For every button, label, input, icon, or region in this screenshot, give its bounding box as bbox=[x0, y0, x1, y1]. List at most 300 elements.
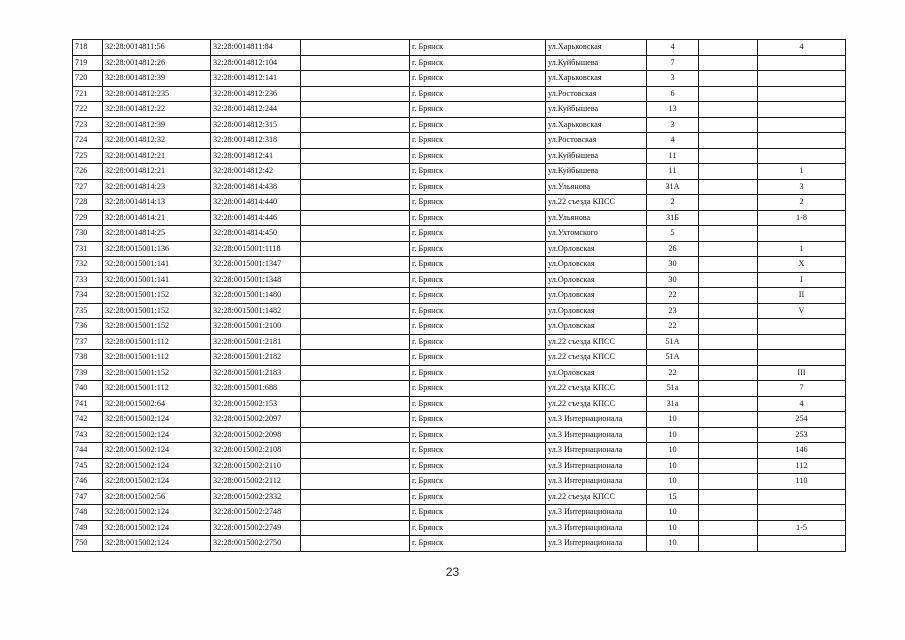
city-cell: г. Брянск bbox=[410, 148, 546, 164]
object-cadastral-number-cell: 32:28:0014812:41 bbox=[211, 148, 301, 164]
row-number-cell: 729 bbox=[73, 210, 103, 226]
city-cell: г. Брянск bbox=[410, 117, 546, 133]
street-cell: ул.22 съезда КПСС bbox=[546, 396, 647, 412]
object-cadastral-number-cell: 32:28:0015002:153 bbox=[211, 396, 301, 412]
street-cell: ул.3 Интернационала bbox=[546, 474, 647, 490]
register-table bbox=[72, 39, 846, 552]
table-row bbox=[73, 381, 846, 397]
empty-cell bbox=[301, 303, 410, 319]
empty-cell bbox=[699, 86, 758, 102]
cadastral-number-cell: 32:28:0015002:124 bbox=[103, 458, 211, 474]
object-cadastral-number-cell: 32:28:0015002:2748 bbox=[211, 505, 301, 521]
object-cadastral-number-cell: 32:28:0015001:688 bbox=[211, 381, 301, 397]
street-cell: ул.Ростовская bbox=[546, 133, 647, 149]
object-cadastral-number-cell: 32:28:0015002:2332 bbox=[211, 489, 301, 505]
cadastral-number-cell: 32:28:0015002:124 bbox=[103, 474, 211, 490]
object-cadastral-number-cell: 32:28:0015002:2110 bbox=[211, 458, 301, 474]
table-row bbox=[73, 365, 846, 381]
city-cell: г. Брянск bbox=[410, 179, 546, 195]
cadastral-number-cell: 32:28:0014812:21 bbox=[103, 164, 211, 180]
apartment-number-cell: 253 bbox=[758, 427, 846, 443]
table-row bbox=[73, 272, 846, 288]
cadastral-number-cell: 32:28:0015001:141 bbox=[103, 257, 211, 273]
apartment-number-cell: III bbox=[758, 365, 846, 381]
city-cell: г. Брянск bbox=[410, 489, 546, 505]
street-cell: ул.3 Интернационала bbox=[546, 427, 647, 443]
city-cell: г. Брянск bbox=[410, 71, 546, 87]
city-cell: г. Брянск bbox=[410, 443, 546, 459]
city-cell: г. Брянск bbox=[410, 474, 546, 490]
row-number-cell: 739 bbox=[73, 365, 103, 381]
object-cadastral-number-cell: 32:28:0015001:1480 bbox=[211, 288, 301, 304]
house-number-cell: 2 bbox=[647, 195, 699, 211]
row-number-cell: 735 bbox=[73, 303, 103, 319]
cadastral-number-cell: 32:28:0015001:152 bbox=[103, 303, 211, 319]
empty-cell bbox=[699, 102, 758, 118]
street-cell: ул.Орловская bbox=[546, 288, 647, 304]
apartment-number-cell bbox=[758, 55, 846, 71]
empty-cell bbox=[699, 288, 758, 304]
table-row bbox=[73, 148, 846, 164]
empty-cell bbox=[301, 396, 410, 412]
house-number-cell: 15 bbox=[647, 489, 699, 505]
row-number-cell: 749 bbox=[73, 520, 103, 536]
house-number-cell: 10 bbox=[647, 458, 699, 474]
object-cadastral-number-cell: 32:28:0014812:244 bbox=[211, 102, 301, 118]
street-cell: ул.Куйбышева bbox=[546, 102, 647, 118]
cadastral-number-cell: 32:28:0015001:112 bbox=[103, 334, 211, 350]
empty-cell bbox=[301, 272, 410, 288]
table-row bbox=[73, 520, 846, 536]
object-cadastral-number-cell: 32:28:0014812:315 bbox=[211, 117, 301, 133]
street-cell: ул.Ростовская bbox=[546, 86, 647, 102]
house-number-cell: 26 bbox=[647, 241, 699, 257]
apartment-number-cell bbox=[758, 334, 846, 350]
street-cell: ул.Орловская bbox=[546, 241, 647, 257]
apartment-number-cell: V bbox=[758, 303, 846, 319]
city-cell: г. Брянск bbox=[410, 55, 546, 71]
row-number-cell: 724 bbox=[73, 133, 103, 149]
empty-cell bbox=[301, 179, 410, 195]
row-number-cell: 727 bbox=[73, 179, 103, 195]
empty-cell bbox=[301, 412, 410, 428]
empty-cell bbox=[301, 40, 410, 56]
apartment-number-cell bbox=[758, 226, 846, 242]
city-cell: г. Брянск bbox=[410, 210, 546, 226]
apartment-number-cell: 4 bbox=[758, 40, 846, 56]
object-cadastral-number-cell: 32:28:0014814:440 bbox=[211, 195, 301, 211]
empty-cell bbox=[699, 241, 758, 257]
table-row bbox=[73, 412, 846, 428]
apartment-number-cell bbox=[758, 505, 846, 521]
empty-cell bbox=[301, 55, 410, 71]
apartment-number-cell: X bbox=[758, 257, 846, 273]
row-number-cell: 726 bbox=[73, 164, 103, 180]
page-number: 23 bbox=[445, 565, 460, 579]
street-cell: ул.Ухтомского bbox=[546, 226, 647, 242]
house-number-cell: 10 bbox=[647, 474, 699, 490]
street-cell: ул.3 Интернационала bbox=[546, 520, 647, 536]
street-cell: ул.22 съезда КПСС bbox=[546, 381, 647, 397]
apartment-number-cell bbox=[758, 319, 846, 335]
city-cell: г. Брянск bbox=[410, 319, 546, 335]
row-number-cell: 748 bbox=[73, 505, 103, 521]
table-row bbox=[73, 303, 846, 319]
city-cell: г. Брянск bbox=[410, 396, 546, 412]
row-number-cell: 745 bbox=[73, 458, 103, 474]
row-number-cell: 725 bbox=[73, 148, 103, 164]
empty-cell bbox=[301, 381, 410, 397]
cadastral-number-cell: 32:28:0015002:124 bbox=[103, 412, 211, 428]
empty-cell bbox=[301, 443, 410, 459]
house-number-cell: 31А bbox=[647, 179, 699, 195]
empty-cell bbox=[699, 257, 758, 273]
apartment-number-cell: 112 bbox=[758, 458, 846, 474]
cadastral-number-cell: 32:28:0015002:124 bbox=[103, 536, 211, 552]
empty-cell bbox=[699, 40, 758, 56]
city-cell: г. Брянск bbox=[410, 505, 546, 521]
table-row bbox=[73, 257, 846, 273]
object-cadastral-number-cell: 32:28:0014812:236 bbox=[211, 86, 301, 102]
apartment-number-cell bbox=[758, 536, 846, 552]
empty-cell bbox=[699, 133, 758, 149]
apartment-number-cell bbox=[758, 86, 846, 102]
empty-cell bbox=[301, 71, 410, 87]
house-number-cell: 3 bbox=[647, 71, 699, 87]
empty-cell bbox=[301, 288, 410, 304]
row-number-cell: 732 bbox=[73, 257, 103, 273]
row-number-cell: 737 bbox=[73, 334, 103, 350]
city-cell: г. Брянск bbox=[410, 365, 546, 381]
object-cadastral-number-cell: 32:28:0014814:446 bbox=[211, 210, 301, 226]
empty-cell bbox=[301, 334, 410, 350]
empty-cell bbox=[301, 117, 410, 133]
empty-cell bbox=[699, 520, 758, 536]
object-cadastral-number-cell: 32:28:0014811:84 bbox=[211, 40, 301, 56]
empty-cell bbox=[301, 474, 410, 490]
table-row bbox=[73, 164, 846, 180]
object-cadastral-number-cell: 32:28:0015001:2182 bbox=[211, 350, 301, 366]
row-number-cell: 741 bbox=[73, 396, 103, 412]
street-cell: ул.3 Интернационала bbox=[546, 505, 647, 521]
empty-cell bbox=[301, 133, 410, 149]
street-cell: ул.Орловская bbox=[546, 272, 647, 288]
empty-cell bbox=[699, 148, 758, 164]
table-row bbox=[73, 179, 846, 195]
empty-cell bbox=[699, 303, 758, 319]
row-number-cell: 736 bbox=[73, 319, 103, 335]
street-cell: ул.3 Интернационала bbox=[546, 412, 647, 428]
table-row bbox=[73, 427, 846, 443]
table-row bbox=[73, 117, 846, 133]
apartment-number-cell: 7 bbox=[758, 381, 846, 397]
object-cadastral-number-cell: 32:28:0015002:2098 bbox=[211, 427, 301, 443]
house-number-cell: 10 bbox=[647, 412, 699, 428]
cadastral-number-cell: 32:28:0015002:124 bbox=[103, 443, 211, 459]
row-number-cell: 730 bbox=[73, 226, 103, 242]
object-cadastral-number-cell: 32:28:0015002:2750 bbox=[211, 536, 301, 552]
cadastral-number-cell: 32:28:0014812:235 bbox=[103, 86, 211, 102]
cadastral-number-cell: 32:28:0014812:32 bbox=[103, 133, 211, 149]
street-cell: ул.Харьковская bbox=[546, 71, 647, 87]
empty-cell bbox=[699, 55, 758, 71]
cadastral-number-cell: 32:28:0015001:152 bbox=[103, 288, 211, 304]
row-number-cell: 734 bbox=[73, 288, 103, 304]
table-row bbox=[73, 40, 846, 56]
street-cell: ул.Орловская bbox=[546, 365, 647, 381]
apartment-number-cell bbox=[758, 117, 846, 133]
cadastral-number-cell: 32:28:0015001:152 bbox=[103, 365, 211, 381]
city-cell: г. Брянск bbox=[410, 427, 546, 443]
city-cell: г. Брянск bbox=[410, 257, 546, 273]
empty-cell bbox=[699, 319, 758, 335]
house-number-cell: 10 bbox=[647, 443, 699, 459]
row-number-cell: 731 bbox=[73, 241, 103, 257]
city-cell: г. Брянск bbox=[410, 241, 546, 257]
house-number-cell: 23 bbox=[647, 303, 699, 319]
apartment-number-cell bbox=[758, 148, 846, 164]
object-cadastral-number-cell: 32:28:0014812:42 bbox=[211, 164, 301, 180]
city-cell: г. Брянск bbox=[410, 334, 546, 350]
empty-cell bbox=[699, 334, 758, 350]
cadastral-number-cell: 32:28:0014814:13 bbox=[103, 195, 211, 211]
table-row bbox=[73, 536, 846, 552]
object-cadastral-number-cell: 32:28:0015001:1118 bbox=[211, 241, 301, 257]
house-number-cell: 51А bbox=[647, 334, 699, 350]
house-number-cell: 4 bbox=[647, 133, 699, 149]
empty-cell bbox=[699, 350, 758, 366]
city-cell: г. Брянск bbox=[410, 40, 546, 56]
empty-cell bbox=[301, 427, 410, 443]
object-cadastral-number-cell: 32:28:0015001:1482 bbox=[211, 303, 301, 319]
row-number-cell: 743 bbox=[73, 427, 103, 443]
cadastral-number-cell: 32:28:0015002:56 bbox=[103, 489, 211, 505]
cadastral-number-cell: 32:28:0015002:124 bbox=[103, 427, 211, 443]
cadastral-number-cell: 32:28:0015001:112 bbox=[103, 381, 211, 397]
table-row bbox=[73, 71, 846, 87]
table-row bbox=[73, 505, 846, 521]
street-cell: ул.3 Интернационала bbox=[546, 443, 647, 459]
object-cadastral-number-cell: 32:28:0015002:2097 bbox=[211, 412, 301, 428]
row-number-cell: 750 bbox=[73, 536, 103, 552]
apartment-number-cell: II bbox=[758, 288, 846, 304]
empty-cell bbox=[301, 257, 410, 273]
city-cell: г. Брянск bbox=[410, 381, 546, 397]
cadastral-number-cell: 32:28:0015002:124 bbox=[103, 505, 211, 521]
apartment-number-cell bbox=[758, 133, 846, 149]
table-row bbox=[73, 474, 846, 490]
object-cadastral-number-cell: 32:28:0014814:438 bbox=[211, 179, 301, 195]
apartment-number-cell bbox=[758, 489, 846, 505]
city-cell: г. Брянск bbox=[410, 536, 546, 552]
empty-cell bbox=[301, 350, 410, 366]
city-cell: г. Брянск bbox=[410, 164, 546, 180]
street-cell: ул.Орловская bbox=[546, 319, 647, 335]
apartment-number-cell: 3 bbox=[758, 179, 846, 195]
street-cell: ул.Орловская bbox=[546, 303, 647, 319]
cadastral-number-cell: 32:28:0015001:112 bbox=[103, 350, 211, 366]
empty-cell bbox=[301, 86, 410, 102]
house-number-cell: 11 bbox=[647, 148, 699, 164]
city-cell: г. Брянск bbox=[410, 303, 546, 319]
row-number-cell: 742 bbox=[73, 412, 103, 428]
cadastral-number-cell: 32:28:0015001:152 bbox=[103, 319, 211, 335]
row-number-cell: 747 bbox=[73, 489, 103, 505]
house-number-cell: 31а bbox=[647, 396, 699, 412]
table-row bbox=[73, 443, 846, 459]
object-cadastral-number-cell: 32:28:0014814:450 bbox=[211, 226, 301, 242]
table-row bbox=[73, 195, 846, 211]
empty-cell bbox=[301, 505, 410, 521]
city-cell: г. Брянск bbox=[410, 520, 546, 536]
row-number-cell: 719 bbox=[73, 55, 103, 71]
empty-cell bbox=[699, 505, 758, 521]
table-row bbox=[73, 241, 846, 257]
object-cadastral-number-cell: 32:28:0014812:318 bbox=[211, 133, 301, 149]
object-cadastral-number-cell: 32:28:0015001:1347 bbox=[211, 257, 301, 273]
object-cadastral-number-cell: 32:28:0014812:104 bbox=[211, 55, 301, 71]
street-cell: ул.22 съезда КПСС bbox=[546, 195, 647, 211]
house-number-cell: 3 bbox=[647, 117, 699, 133]
empty-cell bbox=[301, 148, 410, 164]
table-row bbox=[73, 489, 846, 505]
street-cell: ул.3 Интернационала bbox=[546, 536, 647, 552]
apartment-number-cell bbox=[758, 350, 846, 366]
empty-cell bbox=[699, 164, 758, 180]
empty-cell bbox=[301, 226, 410, 242]
house-number-cell: 22 bbox=[647, 319, 699, 335]
empty-cell bbox=[301, 164, 410, 180]
house-number-cell: 31Б bbox=[647, 210, 699, 226]
table-row bbox=[73, 350, 846, 366]
city-cell: г. Брянск bbox=[410, 86, 546, 102]
object-cadastral-number-cell: 32:28:0015002:2112 bbox=[211, 474, 301, 490]
city-cell: г. Брянск bbox=[410, 458, 546, 474]
empty-cell bbox=[699, 443, 758, 459]
city-cell: г. Брянск bbox=[410, 288, 546, 304]
empty-cell bbox=[699, 71, 758, 87]
street-cell: ул.Харьковская bbox=[546, 117, 647, 133]
cadastral-number-cell: 32:28:0014814:23 bbox=[103, 179, 211, 195]
street-cell: ул.Куйбышева bbox=[546, 55, 647, 71]
empty-cell bbox=[301, 458, 410, 474]
house-number-cell: 5 bbox=[647, 226, 699, 242]
empty-cell bbox=[699, 381, 758, 397]
house-number-cell: 51а bbox=[647, 381, 699, 397]
table-row bbox=[73, 102, 846, 118]
table-row bbox=[73, 396, 846, 412]
street-cell: ул.22 съезда КПСС bbox=[546, 350, 647, 366]
row-number-cell: 733 bbox=[73, 272, 103, 288]
apartment-number-cell bbox=[758, 102, 846, 118]
city-cell: г. Брянск bbox=[410, 102, 546, 118]
cadastral-number-cell: 32:28:0014812:22 bbox=[103, 102, 211, 118]
empty-cell bbox=[699, 412, 758, 428]
cadastral-number-cell: 32:28:0014812:39 bbox=[103, 71, 211, 87]
empty-cell bbox=[301, 489, 410, 505]
apartment-number-cell: 110 bbox=[758, 474, 846, 490]
register-body bbox=[73, 40, 846, 552]
empty-cell bbox=[301, 195, 410, 211]
apartment-number-cell: 1 bbox=[758, 241, 846, 257]
empty-cell bbox=[301, 319, 410, 335]
apartment-number-cell: 146 bbox=[758, 443, 846, 459]
object-cadastral-number-cell: 32:28:0015001:2183 bbox=[211, 365, 301, 381]
row-number-cell: 728 bbox=[73, 195, 103, 211]
apartment-number-cell: 1 bbox=[758, 164, 846, 180]
empty-cell bbox=[699, 427, 758, 443]
city-cell: г. Брянск bbox=[410, 412, 546, 428]
table-row bbox=[73, 319, 846, 335]
house-number-cell: 10 bbox=[647, 520, 699, 536]
house-number-cell: 22 bbox=[647, 365, 699, 381]
cadastral-number-cell: 32:28:0015002:124 bbox=[103, 520, 211, 536]
house-number-cell: 4 bbox=[647, 40, 699, 56]
empty-cell bbox=[301, 536, 410, 552]
house-number-cell: 22 bbox=[647, 288, 699, 304]
empty-cell bbox=[699, 458, 758, 474]
city-cell: г. Брянск bbox=[410, 133, 546, 149]
house-number-cell: 30 bbox=[647, 257, 699, 273]
cadastral-number-cell: 32:28:0015002:64 bbox=[103, 396, 211, 412]
row-number-cell: 721 bbox=[73, 86, 103, 102]
object-cadastral-number-cell: 32:28:0014812:141 bbox=[211, 71, 301, 87]
row-number-cell: 723 bbox=[73, 117, 103, 133]
empty-cell bbox=[699, 396, 758, 412]
cadastral-number-cell: 32:28:0014812:39 bbox=[103, 117, 211, 133]
cadastral-number-cell: 32:28:0014811:56 bbox=[103, 40, 211, 56]
empty-cell bbox=[699, 195, 758, 211]
house-number-cell: 6 bbox=[647, 86, 699, 102]
empty-cell bbox=[699, 210, 758, 226]
apartment-number-cell bbox=[758, 71, 846, 87]
object-cadastral-number-cell: 32:28:0015001:1348 bbox=[211, 272, 301, 288]
table-row bbox=[73, 288, 846, 304]
table-row bbox=[73, 133, 846, 149]
empty-cell bbox=[699, 536, 758, 552]
object-cadastral-number-cell: 32:28:0015001:2100 bbox=[211, 319, 301, 335]
object-cadastral-number-cell: 32:28:0015001:2181 bbox=[211, 334, 301, 350]
empty-cell bbox=[301, 210, 410, 226]
empty-cell bbox=[301, 102, 410, 118]
table-row bbox=[73, 334, 846, 350]
street-cell: ул.Ульянова bbox=[546, 210, 647, 226]
row-number-cell: 740 bbox=[73, 381, 103, 397]
apartment-number-cell: 254 bbox=[758, 412, 846, 428]
row-number-cell: 718 bbox=[73, 40, 103, 56]
empty-cell bbox=[699, 272, 758, 288]
city-cell: г. Брянск bbox=[410, 195, 546, 211]
street-cell: ул.Орловская bbox=[546, 257, 647, 273]
table-row bbox=[73, 55, 846, 71]
row-number-cell: 722 bbox=[73, 102, 103, 118]
empty-cell bbox=[699, 474, 758, 490]
empty-cell bbox=[301, 520, 410, 536]
table-row bbox=[73, 86, 846, 102]
house-number-cell: 13 bbox=[647, 102, 699, 118]
house-number-cell: 10 bbox=[647, 427, 699, 443]
street-cell: ул.3 Интернационала bbox=[546, 458, 647, 474]
house-number-cell: 7 bbox=[647, 55, 699, 71]
empty-cell bbox=[699, 489, 758, 505]
cadastral-number-cell: 32:28:0015001:141 bbox=[103, 272, 211, 288]
house-number-cell: 30 bbox=[647, 272, 699, 288]
object-cadastral-number-cell: 32:28:0015002:2108 bbox=[211, 443, 301, 459]
street-cell: ул.22 съезда КПСС bbox=[546, 489, 647, 505]
apartment-number-cell: 4 bbox=[758, 396, 846, 412]
cadastral-number-cell: 32:28:0014812:21 bbox=[103, 148, 211, 164]
house-number-cell: 11 bbox=[647, 164, 699, 180]
